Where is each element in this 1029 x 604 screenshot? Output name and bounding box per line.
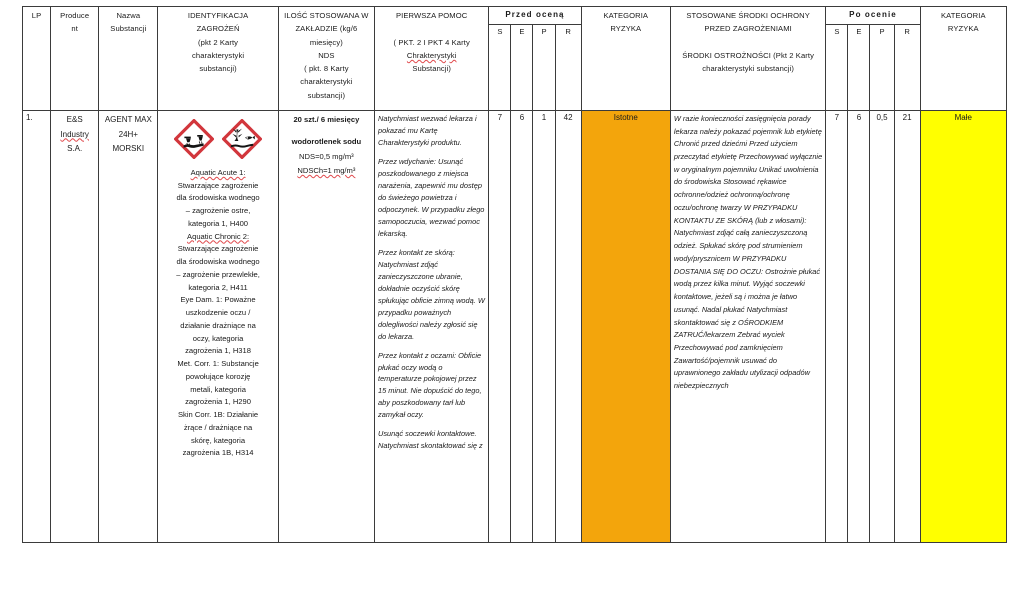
- cell-lp: 1.: [23, 110, 51, 542]
- col-header-srodki-ochrony: [670, 7, 825, 111]
- hazard-line-8: – zagrożenie przewlekłe,: [176, 269, 260, 279]
- hazard-line-1: Stwarzające zagrożenie: [177, 180, 259, 190]
- first-aid-paragraph-4: Usunąć soczewki kontaktowe. Natychmiast skontaktować się z: [378, 429, 483, 451]
- identyfikacja-line-1: IDENTYFIKACJA: [187, 11, 249, 20]
- kategoria-ryzyka-1-line-1: KATEGORIA: [603, 11, 649, 20]
- pierwsza-pomoc-line-2: ( PKT. 2 I PKT 4 Karty: [393, 37, 470, 47]
- hazard-line-19: Skin Corr. 1B: Działanie: [177, 410, 259, 420]
- cell-nazwa-substancji: [99, 110, 158, 542]
- producent-value-2: Industry: [60, 129, 89, 139]
- nazwa-line-1: Nazwa: [116, 11, 141, 20]
- ilosc-line-7: substancji): [307, 90, 346, 100]
- hazard-line-3: – zagrożenie ostre,: [185, 206, 251, 216]
- ghs05-corrosion-icon: [174, 119, 214, 159]
- po-ocenie-label: Po ocenie: [849, 10, 897, 19]
- cell-after-s: 7: [826, 110, 848, 542]
- quantity-substance: wodorotlenek sodu: [291, 137, 362, 147]
- cell-before-r: 42: [555, 110, 581, 542]
- first-aid-paragraph-3: Przez kontakt z oczami: Obficie płukać oczy wodą o temperaturze pokojowej przez 15 minut. Nie dopuścić do tego, aby poszkodowany tarł lub zamykał oczy.: [378, 350, 482, 420]
- col-header-kategoria-ryzyka-po: [920, 7, 1006, 111]
- ghs-pictogram-group: [161, 119, 274, 159]
- col-header-after-s: S: [826, 24, 848, 110]
- col-header-producent: [51, 7, 99, 111]
- header-group-row: [23, 7, 1007, 25]
- producent-value-1: E&S: [66, 114, 83, 124]
- producent-line-2: nt: [71, 24, 78, 34]
- identyfikacja-line-4: charakterystyki: [191, 50, 245, 60]
- col-group-przed-ocena: [489, 7, 581, 25]
- hazard-line-16: powołujące korozję: [185, 371, 251, 381]
- risk-assessment-table: [22, 6, 1007, 543]
- first-aid-paragraph-1: Przez wdychanie: Usunąć poszkodowanego z miejsca narażenia, zapewnić mu dostęp do świeżego powietrza i odpoczynek. W przypadku złego samopoczucia, wezwać pomoc lekarską.: [378, 156, 485, 238]
- col-header-pierwsza-pomoc: [375, 7, 489, 111]
- hazard-line-2: dla środowiska wodnego: [176, 193, 260, 203]
- ghs09-environment-icon: [222, 119, 262, 159]
- cell-identyfikacja-zagrozen: [158, 110, 278, 542]
- producent-line-1: Produce: [60, 11, 90, 20]
- hazard-line-21: skórę, kategoria: [191, 435, 246, 445]
- cell-producent: [51, 110, 99, 542]
- producent-value-3: S.A.: [67, 144, 83, 154]
- hazard-line-18: zagrożenia 1, H290: [185, 397, 251, 407]
- quantity-amount: 20 szt./ 6 miesięcy: [293, 114, 360, 124]
- srodki-ochrony-line-3: ŚRODKI OSTROŻNOŚCI (Pkt 2 Karty: [682, 50, 815, 60]
- identyfikacja-line-5: substancji): [199, 64, 237, 74]
- hazard-line-22: zagrożenia 1B, H314: [182, 448, 254, 458]
- hazard-line-14: zagrożenia 1, H318: [185, 346, 251, 356]
- ilosc-line-6: charakterystyki: [300, 77, 353, 87]
- ilosc-line-2: ZAKŁADZIE (kg/6: [295, 24, 358, 34]
- hazard-line-5: Aquatic Chronic 2:: [187, 231, 250, 241]
- col-header-identyfikacja-zagrozen: [158, 7, 278, 111]
- pierwsza-pomoc-line-4: Substancji): [412, 64, 452, 74]
- hazard-line-13: oczy, kategoria: [192, 333, 244, 343]
- cell-kategoria-ryzyka-przed: Istotne: [581, 110, 670, 542]
- col-group-po-ocenie: [826, 7, 920, 25]
- hazard-line-9: kategoria 2, H411: [188, 282, 248, 292]
- cell-before-p: 1: [533, 110, 555, 542]
- cell-before-s: 7: [489, 110, 511, 542]
- hazard-line-0: Aquatic Acute 1:: [190, 167, 246, 177]
- col-header-nazwa-substancji: [99, 7, 158, 111]
- pierwsza-pomoc-line-3: Chrakterystyki: [406, 50, 457, 60]
- table-row: [23, 110, 1007, 542]
- first-aid-paragraph-0: Natychmiast wezwać lekarza i pokazać mu Kartę Charakterystyki produktu.: [378, 113, 477, 147]
- hazard-line-15: Met. Corr. 1: Substancje: [177, 359, 259, 369]
- ilosc-line-1: ILOŚĆ STOSOWANA W: [284, 11, 369, 20]
- hazard-line-6: Stwarzające zagrożenie: [177, 244, 259, 254]
- col-header-after-p: P: [870, 24, 894, 110]
- ilosc-line-3: miesięcy): [309, 37, 343, 47]
- hazard-line-10: Eye Dam. 1: Poważne: [180, 295, 256, 305]
- identyfikacja-line-2: ZAGROŻEŃ: [196, 24, 240, 34]
- cell-srodki-ochrony: W razie konieczności zasięgnięcia porady lekarza należy pokazać pojemnik lub etykietę Chronić przed dziećmi Przed użyciem przeczytać etykietę Przechowywać wyłącznie w oryginalnym pojemniku Unikać uwolnienia do środowiska Stosować rękawice ochronne/odzież ochronną/ochronę oczu/ochronę twarzy W PRZYPADKU KONTAKTU ZE SKÓRĄ (lub z włosami): Natychmiast zdjąć całą zanieczyszczoną odzież. Spłukać skórę pod strumieniem wody/prysznicem W PRZYPADKU DOSTANIA SIĘ DO OCZU: Ostrożnie płukać wodą przez kilka minut. Wyjąć soczewki kontaktowe, jeżeli są i można je łatwo usunąć. Nadal płukać Natychmiast skontaktować się z OŚRODKIEM ZATRUĆ/lekarzem Zebrać wyciek Przechowywać pod zamknięciem Zawartość/pojemnik usuwać do uprawnionego zakładu utylizacji odpadów niebezpiecznych: [670, 110, 825, 542]
- nazwa-value-2: 24H+: [118, 129, 138, 139]
- cell-after-r: 21: [894, 110, 920, 542]
- nazwa-line-2: Substancji: [110, 24, 147, 34]
- col-header-lp: LP: [23, 7, 51, 111]
- srodki-ochrony-line-4: charakterystyki substancji): [702, 64, 794, 74]
- cell-after-e: 6: [848, 110, 870, 542]
- hazard-line-17: metali, kategoria: [190, 384, 246, 394]
- col-header-before-p: P: [533, 24, 555, 110]
- hazard-line-11: uszkodzenie oczu /: [185, 308, 251, 318]
- first-aid-paragraph-2: Przez kontakt ze skórą: Natychmiast zdjąć zanieczyszczone ubranie, dokładnie oczyścić skórę spłukując obficie zimną wodą. W przypadku poważnych dolegliwości należy zgłosić się do lekarza.: [378, 247, 485, 341]
- cell-before-e: 6: [511, 110, 533, 542]
- pierwsza-pomoc-line-1: PIERWSZA POMOC: [396, 11, 468, 20]
- hazard-line-7: dla środowiska wodnego: [176, 257, 260, 267]
- hazard-line-4: kategoria 1, H400: [188, 218, 249, 228]
- kategoria-ryzyka-2-line-1: KATEGORIA: [940, 11, 986, 20]
- col-header-after-r: R: [894, 24, 920, 110]
- przed-ocena-label: Przed oceną: [505, 10, 565, 19]
- ilosc-line-4: NDS: [318, 50, 335, 60]
- quantity-ndsch: NDSCh=1 mg/m³: [297, 166, 356, 176]
- srodki-ochrony-line-2: PRZED ZAGROŻENIAMI: [704, 24, 792, 34]
- nazwa-value-1: AGENT MAX: [104, 114, 152, 124]
- col-header-kategoria-ryzyka-przed: [581, 7, 670, 111]
- hazard-line-12: działanie drażniące na: [180, 320, 256, 330]
- srodki-ochrony-line-1: STOSOWANE ŚRODKI OCHRONY: [686, 11, 810, 20]
- quantity-nds: NDS=0,5 mg/m³: [299, 151, 354, 161]
- col-header-before-r: R: [555, 24, 581, 110]
- ilosc-line-5: ( pkt. 8 Karty: [304, 64, 349, 74]
- identyfikacja-line-3: (pkt 2 Karty: [198, 37, 239, 47]
- cell-pierwsza-pomoc: [375, 110, 489, 542]
- kategoria-ryzyka-2-line-2: RYZYKA: [947, 24, 979, 34]
- col-header-ilosc-stosowana: [278, 7, 374, 111]
- cell-kategoria-ryzyka-po: Małe: [920, 110, 1006, 542]
- col-header-before-s: S: [489, 24, 511, 110]
- col-header-after-e: E: [848, 24, 870, 110]
- cell-ilosc-stosowana: [278, 110, 374, 542]
- col-header-before-e: E: [511, 24, 533, 110]
- kategoria-ryzyka-1-line-2: RYZYKA: [610, 24, 642, 34]
- cell-after-p: 0,5: [870, 110, 894, 542]
- nazwa-value-3: MORSKI: [112, 144, 145, 154]
- hazard-line-20: żrące / drażniące na: [183, 422, 253, 432]
